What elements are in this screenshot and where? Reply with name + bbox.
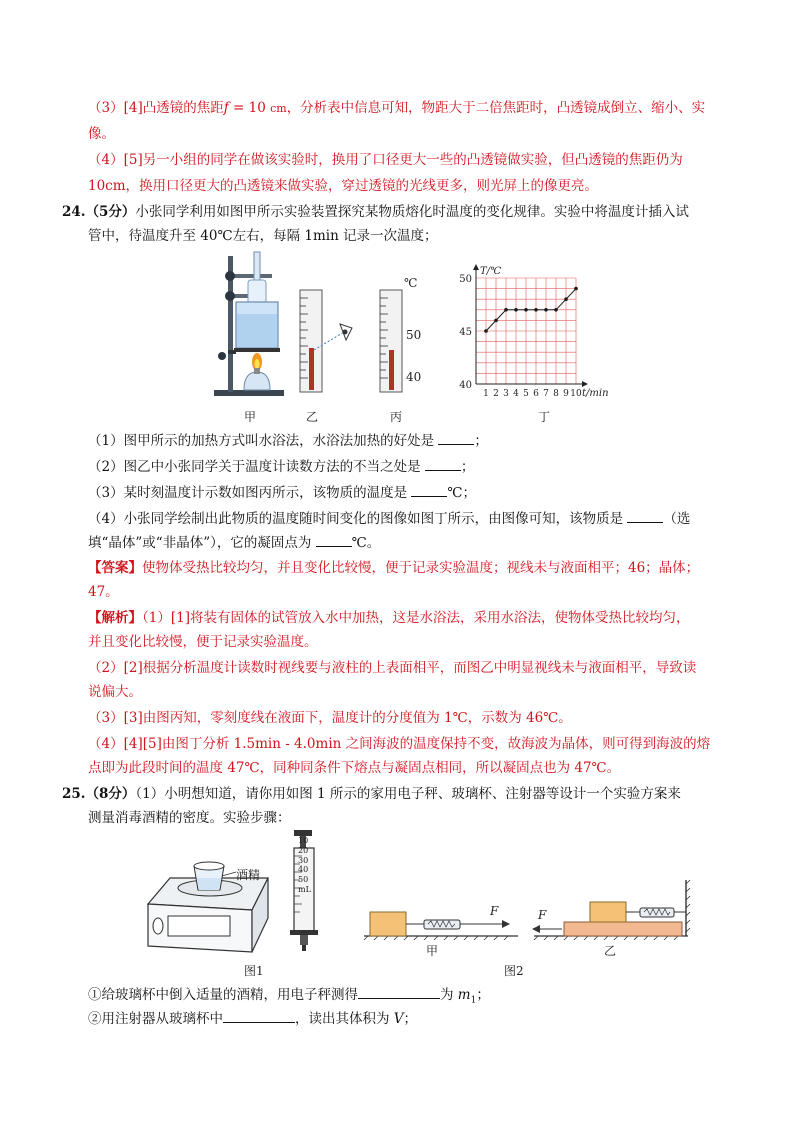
answer-blank-step-1[interactable] (358, 984, 440, 999)
x-tick-label: 3 (503, 389, 509, 399)
x-tick-label: 6 (533, 389, 539, 399)
q24-sub-4b: 填“晶体”或“非晶体”），它的凝固点为 ℃。 (88, 532, 380, 553)
syringe-tick-50: 50 (298, 875, 309, 885)
figure-yi-thermometer-reading (296, 288, 366, 394)
y-axis-arrow (473, 264, 479, 270)
x-tick-label: 2 (493, 389, 499, 399)
answer-blank-step-2[interactable] (223, 1008, 295, 1023)
data-point (574, 287, 578, 291)
q24-analysis-5: （3）[3]由图丙知，零刻度线在液面下，温度计的分度值为 1℃，示数为 46℃。 (88, 710, 572, 726)
data-point (544, 308, 548, 312)
focal-var: f (223, 100, 229, 116)
q24-analysis-6: （4）[4][5]由图丁分析 1.5min - 4.0min 之间海波的温度保持不变，故海波为晶体，则可得到海波的熔 (88, 736, 711, 752)
data-point (534, 308, 538, 312)
answer-blank-2[interactable] (425, 456, 461, 471)
figure-jia-water-bath-apparatus (210, 250, 290, 400)
figure-ding-melting-graph (448, 262, 618, 402)
syringe (288, 828, 348, 952)
alcohol-label: 酒精 (236, 868, 261, 882)
syringe-tick-ml: mL (298, 884, 311, 894)
figure-jia-label: 甲 (244, 410, 257, 424)
q24-sub-4a: （4）小张同学绘制出此物质的温度随时间变化的图像如图丁所示，由图像可知，该物质是 （选 (88, 508, 690, 529)
therm-tick-50: 50 (406, 328, 422, 342)
answer-blank-1[interactable] (438, 430, 474, 445)
data-point (514, 308, 518, 312)
q24-answer-line-1: 【答案】使物体受热比较均匀，并且变化比较慢，便于记录实验温度；视线未与液面相平；46；晶体； (88, 560, 700, 576)
y-tick-label: 40 (459, 380, 472, 391)
x-tick-label: 1 (483, 389, 489, 399)
x-tick-label: 9 (563, 389, 569, 399)
q24-stem-2: 管中，待温度升至 40℃左右，每隔 1min 记录一次温度； (88, 228, 438, 244)
prev-line-1: （3）[4]凸透镜的焦距f = 10 cm，分析表中信息可知，物距大于二倍焦距时，凸透镜成倒立、缩小、实 (88, 100, 706, 116)
figure-2-yi-label: 乙 (604, 944, 617, 958)
figure-bing-label: 丙 (390, 410, 403, 424)
syringe-tick-20: 20 (298, 845, 309, 855)
q24-stem-1: 24.（5分）小张同学利用如图甲所示实验装置探究某物质熔化时温度的变化规律。实验中将温度计插入试 (62, 204, 689, 220)
figure-2-caption: 图2 (504, 964, 524, 978)
q24-sub-3: （3）某时刻温度计示数如图丙所示，该物质的温度是 ℃； (88, 482, 476, 503)
therm-unit-label: ℃ (404, 276, 418, 290)
therm-tick-40: 40 (406, 370, 422, 384)
syringe-scale-labels (298, 836, 311, 895)
prev-line-3: （4）[5]另一小组的同学在做该实验时，换用了口径更大一些的凸透镜做实验，但凸透镜的焦距仍为 (88, 152, 683, 168)
data-point (494, 319, 498, 323)
q24-analysis-4: 说偏大。 (88, 684, 142, 700)
syringe-tick-30: 30 (298, 855, 309, 865)
q24-answer-line-2: 47。 (88, 584, 119, 600)
q25-step-2: ②用注射器从玻璃杯中 ，读出其体积为 V； (88, 1008, 417, 1029)
x-axis-arrow (582, 381, 588, 387)
q24-sub-1: （1）图甲所示的加热方式叫水浴法，水浴法加热的好处是 ； (88, 430, 488, 451)
q24-analysis-1: 【解析】（1）[1]将装有固体的试管放入水中加热，这是水浴法，采用水浴法，使物体受热比较均匀， (88, 610, 690, 626)
y-tick-label: 45 (459, 327, 472, 338)
q24-analysis-3: （2）[2]根据分析温度计读数时视线要与液柱的上表面相平，而图乙中明显视线未与液面相平，导致读 (88, 660, 697, 676)
figure-1-caption: 图1 (244, 964, 264, 978)
syringe-tick-40: 40 (298, 865, 309, 875)
q24-analysis-2: 并且变化比较慢，便于记录实验温度。 (88, 634, 318, 650)
q24-sub-2: （2）图乙中小张同学关于温度计读数方法的不当之处是 ； (88, 456, 474, 477)
prev-line-2: 像。 (88, 126, 115, 142)
syringe-tick-10: 10 (298, 836, 309, 845)
answer-blank-3[interactable] (411, 482, 447, 497)
data-point (484, 329, 488, 333)
x-axis-title: t/min (582, 388, 609, 399)
q25-stem-2: 测量消毒酒精的密度。实验步骤： (88, 810, 291, 826)
figure-2-yi-pull-board (532, 876, 702, 940)
data-point (564, 297, 568, 301)
y-tick-label: 50 (459, 274, 472, 285)
q24-analysis-7: 点即为此段时间的温度 47℃，同种同条件下熔点与凝固点相同，所以凝固点也为 47℃。 (88, 760, 621, 776)
data-point (554, 308, 558, 312)
q25-stem-1: 25.（8分）（1）小明想知道，请你用如图 1 所示的家用电子秤、玻璃杯、注射器等设计一个实验方案来 (62, 786, 681, 802)
force-label-yi: F (538, 908, 547, 922)
figure-yi-label: 乙 (306, 410, 319, 424)
figure-2-jia-label: 甲 (426, 944, 439, 958)
prev-line-4: 10cm，换用口径更大的凸透镜来做实验，穿过透镜的光线更多，则光屏上的像更亮。 (88, 178, 599, 194)
x-tick-label: 10 (570, 389, 582, 399)
answer-blank-5[interactable] (316, 532, 352, 547)
x-tick-label: 8 (553, 389, 559, 399)
figure-ding-label: 丁 (538, 410, 551, 424)
y-axis-title: T/℃ (480, 266, 502, 277)
data-point (504, 308, 508, 312)
x-tick-label: 7 (543, 389, 549, 399)
force-label-jia: F (490, 904, 499, 918)
x-tick-label: 4 (513, 389, 519, 399)
x-tick-label: 5 (523, 389, 529, 399)
figure-1-electronic-scale (140, 848, 280, 958)
data-point (524, 308, 528, 312)
answer-blank-4[interactable] (627, 508, 663, 523)
q25-step-1: ①给玻璃杯中倒入适量的酒精，用电子秤测得 为 $m_1$； (88, 984, 490, 1011)
